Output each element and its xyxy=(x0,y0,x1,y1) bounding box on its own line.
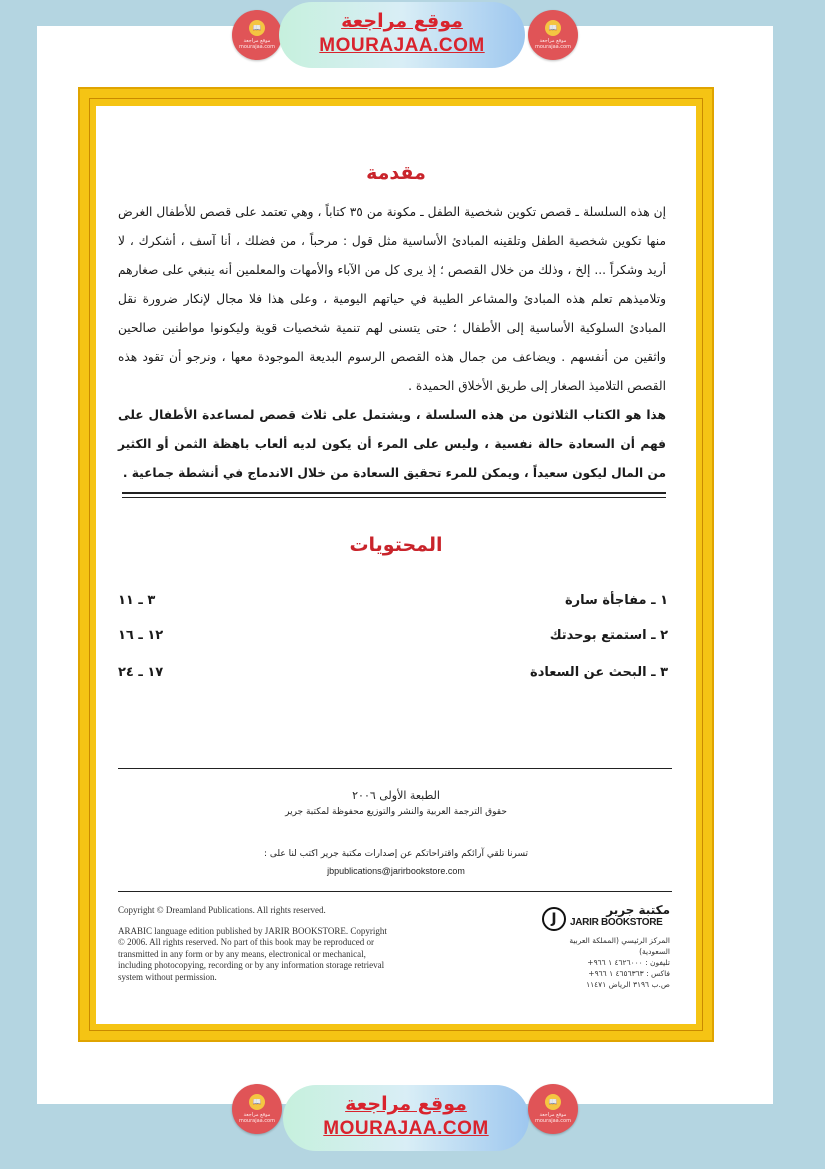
publisher-line: المركز الرئيسي (المملكة العربية السعودية) xyxy=(569,936,670,956)
book-icon: 📖 xyxy=(249,20,265,36)
divider xyxy=(118,768,672,769)
site-banner-bottom xyxy=(0,1082,825,1162)
badge-text: موقع مراجعة mourajaa.com xyxy=(534,1112,571,1124)
book-icon: 📖 xyxy=(249,1094,265,1110)
site-name-arabic: موقع مراجعة xyxy=(341,10,463,32)
contact-info xyxy=(96,846,696,880)
divider xyxy=(122,492,666,494)
contact-email: jbpublications@jarirbookstore.com xyxy=(327,866,465,876)
site-badge-left xyxy=(232,1084,282,1134)
jarir-logo-icon: J xyxy=(542,907,566,931)
introduction-paragraph-1: إن هذه السلسلة ـ قصص تكوين شخصية الطفل ـ مكونة من ٣٥ كتاباً ، وهي تعتمد على قصص للأطفال الغرض منها تكوين شخصية الطفل وتلقينه المبادئ الأساسية مثل قول : مرحباً ، من فضلك ، أنا آسف ، أشكرك ، لا أريد وشكراً ... إلخ ، وذلك من خلال القصص ؛ إذ يرى كل من الآباء والأمهات والمعلمين أنه ينبغي على صغارهم وتلاميذهم تعلم هذه المبادئ والمشاعر الطيبة في حياتهم اليومية ، وعلى هذا فلا مجال لإنكار ضرورة نقل المبادئ السلوكية الأساسية إلى الأطفال ؛ حتى يتسنى لهم تنمية شخصيات قوية وليكونوا مواطنين صالحين واثقين من أنفسهم . ويضاعف من جمال هذه القصص الرسوم البديعة الموجودة معها ، ونرجو أن تقود هذه القصص التلاميذ الصغار إلى طريق الأخلاق الحميدة . xyxy=(118,205,666,393)
badge-text: موقع مراجعة mourajaa.com xyxy=(534,38,571,50)
rights-line: حقوق الترجمة العربية والنشر والتوزيع محفوظة لمكتبة جرير xyxy=(285,807,507,817)
book-icon: 📖 xyxy=(545,1094,561,1110)
toc-item-title: ١ ـ مفاجأة سارة xyxy=(565,593,668,608)
divider xyxy=(122,497,666,498)
site-name-arabic: موقع مراجعة xyxy=(345,1093,467,1115)
publisher-line: فاكس : ٤٦٥٦٣٦٣ ١ ٩٦٦+ xyxy=(588,969,670,978)
toc-item-title: ٢ ـ استمتع بوحدتك xyxy=(549,628,668,643)
publisher-address xyxy=(542,935,670,990)
edition-copyright: ARABIC language edition published by JARIR BOOKSTORE. Copyright © 2006. All rights reserved. No part of this book may be reproduced or transmitted in any form or by any means, electronical or mechanical, including photocopying, recording or by any information storage retrieval system without permission. xyxy=(118,925,387,982)
site-link[interactable] xyxy=(283,1085,529,1151)
site-badge-left xyxy=(232,10,282,60)
toc-item-pages: ٣ ـ ١١ xyxy=(118,593,156,608)
book-page xyxy=(96,106,696,1024)
toc-item-title: ٣ ـ البحث عن السعادة xyxy=(530,665,668,680)
contents-title: المحتويات xyxy=(349,534,443,556)
toc-item xyxy=(118,628,668,650)
introduction-paragraph-2: هذا هو الكتاب الثلاثون من هذه السلسلة ، ويشتمل على ثلاث قصص لمساعدة الأطفال على فهم أن السعادة حالة نفسية ، وليس على المرء أن يكون لديه ألعاب باهظة الثمن أو الكثير من المال ليكون سعيداً ، ويمكن للمرء تحقيق السعادة من خلال الاندماج في أنشطة جماعية . xyxy=(118,408,666,480)
edition-info xyxy=(96,788,696,820)
copyright-line: Copyright © Dreamland Publications. All rights reserved. xyxy=(118,905,326,915)
edition-line: الطبعة الأولى ٢٠٠٦ xyxy=(352,789,440,802)
site-badge-right xyxy=(528,10,578,60)
introduction-body xyxy=(118,198,666,488)
toc-item-pages: ١٢ ـ ١٦ xyxy=(118,628,164,643)
divider xyxy=(118,891,672,892)
badge-text: موقع مراجعة mourajaa.com xyxy=(238,1112,275,1124)
publisher-name-latin: JARIR BOOKSTORE xyxy=(570,917,663,928)
contact-line: تسرنا تلقي آرائكم واقتراحاتكم عن إصدارات مكتبة جرير اكتب لنا على : xyxy=(263,849,529,859)
site-banner-top xyxy=(0,0,825,80)
site-name-latin: MOURAJAA.COM xyxy=(323,1118,489,1139)
site-badge-right xyxy=(528,1084,578,1134)
publisher-line: تليفون : ٤٦٢٦٠٠٠ ١ ٩٦٦+ xyxy=(587,958,670,967)
badge-text: موقع مراجعة mourajaa.com xyxy=(238,38,275,50)
toc-item-pages: ١٧ ـ ٢٤ xyxy=(118,665,164,680)
publisher-name-arabic: مكتبة جرير xyxy=(606,903,670,917)
book-icon: 📖 xyxy=(545,20,561,36)
toc-item xyxy=(118,593,668,615)
copyright-block xyxy=(118,905,388,992)
site-link[interactable] xyxy=(279,2,525,68)
toc-item xyxy=(118,665,668,687)
introduction-title: مقدمة xyxy=(366,162,426,184)
site-name-latin: MOURAJAA.COM xyxy=(319,35,485,56)
publisher-line: ص.ب ٣١٩٦ الرياض ١١٤٧١ xyxy=(586,980,670,989)
